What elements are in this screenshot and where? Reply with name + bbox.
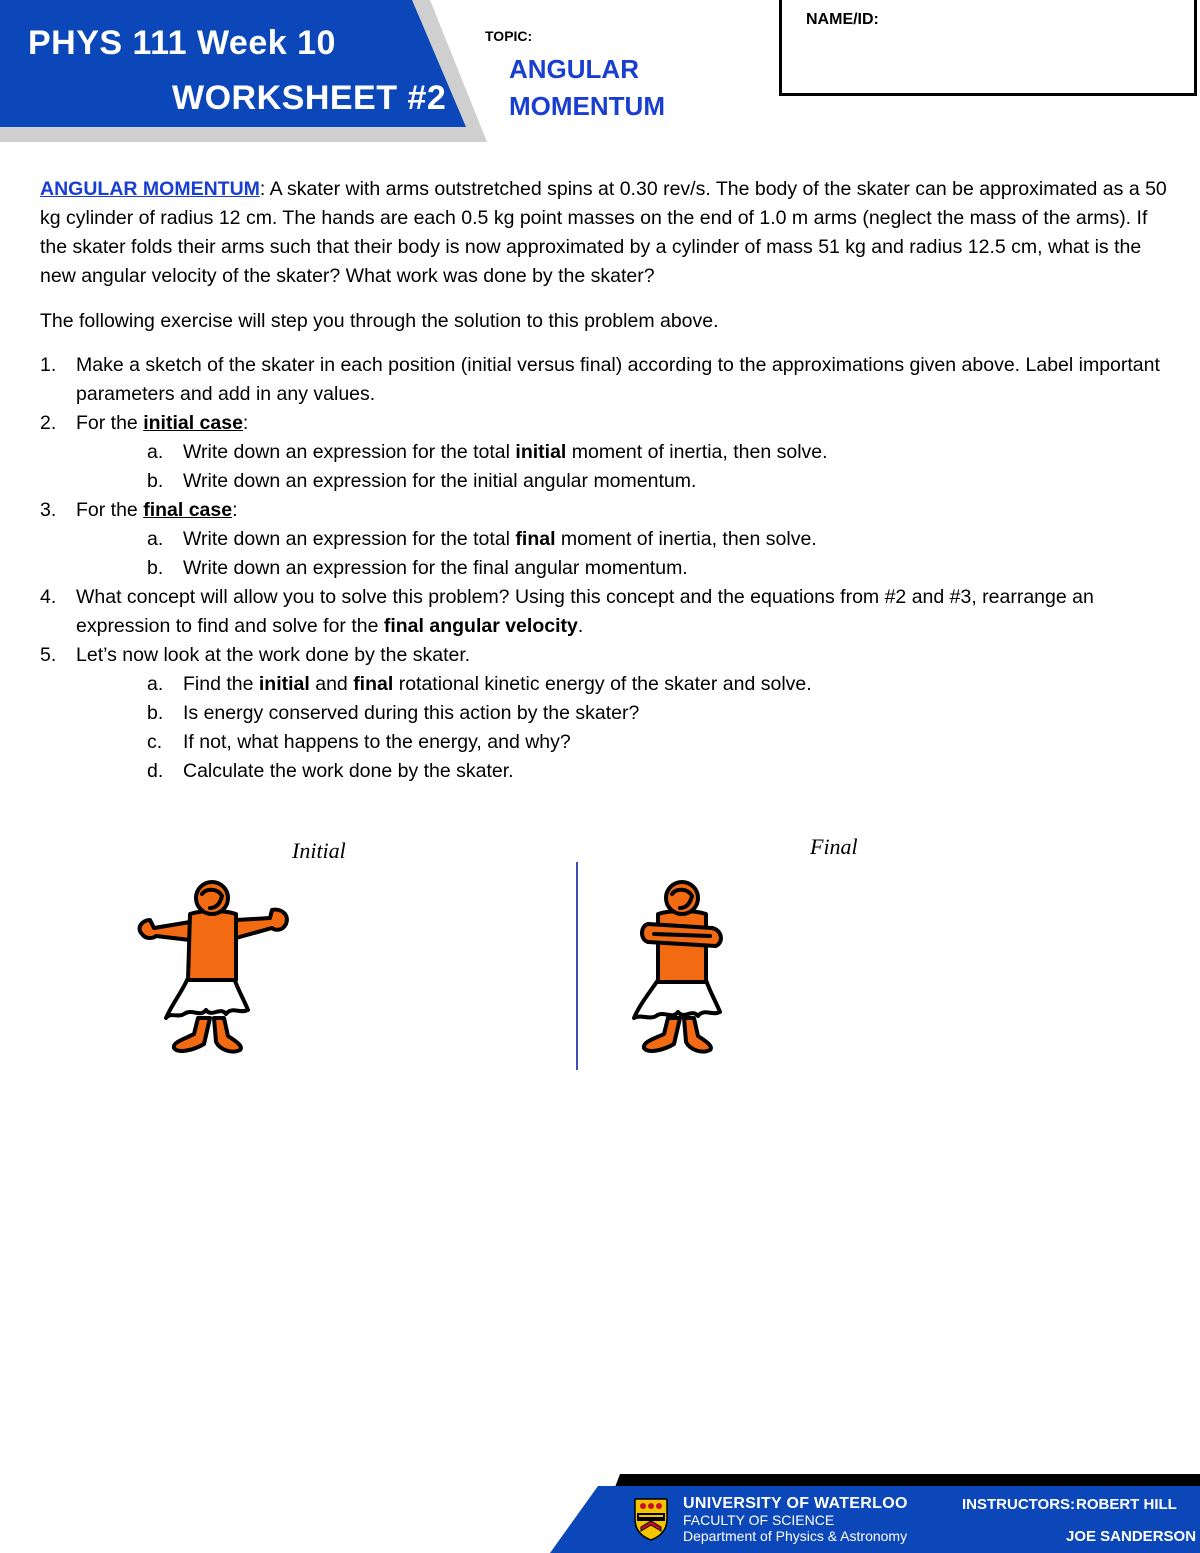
- substep-letter: a.: [147, 673, 164, 695]
- step-text-end: :: [232, 499, 238, 521]
- figure-divider: [576, 862, 578, 1070]
- substep-text-end: moment of inertia, then solve.: [555, 528, 817, 550]
- substep-emphasis: final: [515, 528, 556, 550]
- header-banner: [0, 0, 500, 145]
- step-3-substeps: [76, 525, 1170, 583]
- step-text: Make a sketch of the skater in each position (initial versus final) according to the approximations given above. Label important parameters and add in any values.: [76, 354, 1160, 405]
- substep-letter: c.: [147, 731, 163, 753]
- step-text-end: .: [577, 615, 584, 637]
- problem-text: : A skater with arms outstretched spins at 0.30 rev/s. The body of the skater can be approximated as a 50 kg cylinder of radius 12 cm. The hands are each 0.5 kg point masses on the end of 1.0 m arms (neglect the mass of the arms). If the skater folds their arms such that their body is now approximated by a cylinder of mass 51 kg and radius 12.5 cm, what is the new angular velocity of the skater? What work was done by the skater?: [40, 178, 1167, 287]
- substep-emphasis: final: [353, 673, 394, 695]
- steps-list: [40, 351, 1170, 786]
- step-text: Let’s now look at the work done by the skater.: [76, 644, 471, 666]
- problem-statement: [40, 175, 1170, 291]
- substep: [147, 670, 1170, 699]
- step-number: 1.: [40, 354, 57, 376]
- step-emphasis: final case: [143, 499, 233, 521]
- step-text: For the: [76, 412, 144, 434]
- substep: [147, 467, 1170, 496]
- substep: [147, 728, 1170, 757]
- step-number: 3.: [40, 499, 57, 521]
- step-4: [40, 583, 1170, 641]
- department-name: Department of Physics & Astronomy: [683, 1528, 908, 1544]
- substep: [147, 757, 1170, 786]
- step-emphasis: initial case: [143, 412, 243, 434]
- substep: [147, 699, 1170, 728]
- substep-letter: a.: [147, 441, 164, 463]
- topic-line-1: ANGULAR: [509, 54, 639, 84]
- initial-skater-illustration: [132, 878, 296, 1056]
- substep-text: If not, what happens to the energy, and why?: [183, 731, 571, 753]
- substep: [147, 525, 1170, 554]
- problem-keyword: ANGULAR MOMENTUM: [40, 178, 260, 200]
- final-skater-illustration: [626, 878, 738, 1056]
- step-text: For the: [76, 499, 144, 521]
- worksheet-course-title: PHYS 111 Week 10: [28, 24, 336, 62]
- instructors-label: INSTRUCTORS:: [962, 1496, 1076, 1513]
- step-number: 4.: [40, 586, 57, 608]
- substep-text: Write down an expression for the total: [183, 441, 516, 463]
- university-name: UNIVERSITY OF WATERLOO: [683, 1495, 908, 1512]
- substep: [147, 438, 1170, 467]
- step-1: [40, 351, 1170, 409]
- substep-letter: b.: [147, 702, 164, 724]
- substep-text-mid: and: [309, 673, 354, 695]
- worksheet-number: WORKSHEET #2: [172, 79, 447, 117]
- step-3: [40, 496, 1170, 583]
- substep-text: Find the: [183, 673, 259, 695]
- intro-text: The following exercise will step you through the solution to this problem above.: [40, 310, 719, 332]
- substep-letter: d.: [147, 760, 164, 782]
- substep-text-end: moment of inertia, then solve.: [566, 441, 828, 463]
- substep-text: Is energy conserved during this action by the skater?: [183, 702, 640, 724]
- instructor-2: JOE SANDERSON: [1066, 1528, 1197, 1545]
- substep-letter: a.: [147, 528, 164, 550]
- substep-emphasis: initial: [515, 441, 567, 463]
- step-5-substeps: [76, 670, 1170, 786]
- substep-text: Write down an expression for the initial angular momentum.: [183, 470, 697, 492]
- faculty-name: FACULTY OF SCIENCE: [683, 1512, 835, 1528]
- substep-letter: b.: [147, 470, 164, 492]
- step-emphasis: final angular velocity: [383, 615, 578, 637]
- substep-text: Calculate the work done by the skater.: [183, 760, 514, 782]
- step-text-end: :: [242, 412, 249, 434]
- name-id-box[interactable]: [779, 0, 1197, 96]
- step-2-substeps: [76, 438, 1170, 496]
- final-label: Final: [810, 834, 858, 859]
- substep-text-end: rotational kinetic energy of the skater and solve.: [393, 673, 812, 695]
- university-crest-icon: [633, 1497, 669, 1541]
- step-5: [40, 641, 1170, 786]
- substep-letter: b.: [147, 557, 164, 579]
- substep-text: Write down an expression for the final angular momentum.: [183, 557, 688, 579]
- substep: [147, 554, 1170, 583]
- step-text: What concept will allow you to solve this problem? Using this concept and the equations from #2 and #3, rearrange an expression to find and solve for the: [76, 586, 1094, 637]
- step-2: [40, 409, 1170, 496]
- initial-label: Initial: [292, 838, 346, 863]
- instructor-1: ROBERT HILL: [1076, 1496, 1177, 1513]
- topic-line-2: MOMENTUM: [509, 91, 665, 121]
- step-number: 5.: [40, 644, 57, 666]
- topic-label: TOPIC:: [485, 28, 533, 44]
- substep-text: Write down an expression for the total: [183, 528, 516, 550]
- substep-emphasis: initial: [258, 673, 310, 695]
- name-id-label: NAME/ID:: [806, 11, 879, 28]
- step-number: 2.: [40, 412, 57, 434]
